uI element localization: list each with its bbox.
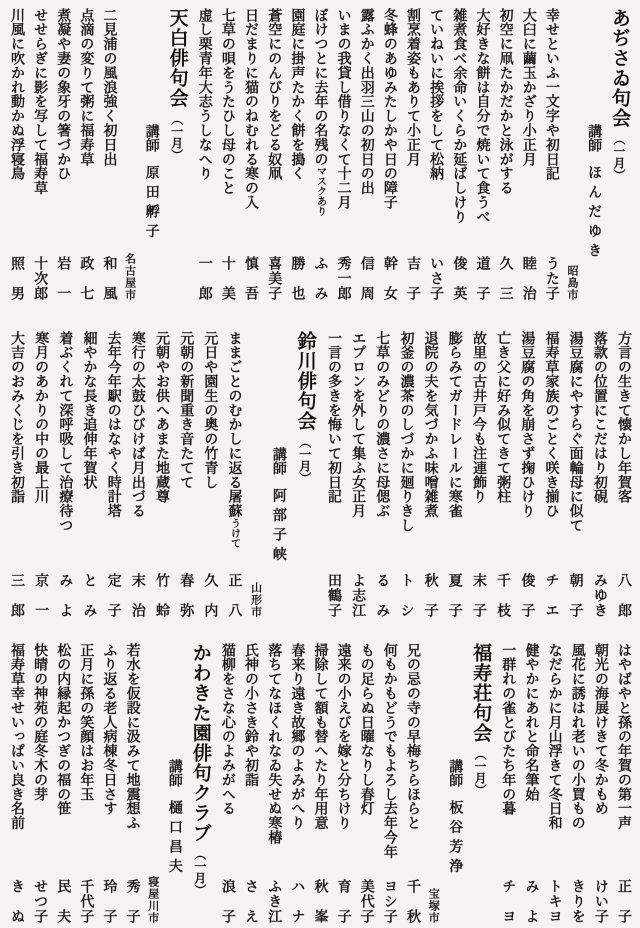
haiku-column [402,8,421,301]
author-name: せつ子 [32,879,48,924]
lecturer-label: 講師 [447,759,463,787]
section-city-column [564,8,579,302]
author-name: る み [374,573,390,618]
haiku-column [6,643,25,924]
author-name: 浪 子 [219,879,235,924]
haiku-text: 大吉のおみくじを引き初詣 [9,331,24,504]
haiku-text: 川風に吹かれ動かぬ浮寝鳥 [8,8,24,181]
haiku-text: はやばやと孫の年賀の第一声 [616,643,631,831]
section-month: （一月） [612,133,626,181]
haiku-column [589,331,608,618]
haiku-text: ぼけつとに去年の名残のマスクあり [312,8,328,217]
haiku-text: 七草のみどりの濃さに母偲ぶ [374,331,390,519]
author-name: 正 子 [616,879,631,924]
haiku-column [468,331,487,618]
haiku-column [75,643,94,924]
section-title: 天白俳句会 [166,8,188,108]
section-month: （一月） [297,436,312,484]
section-title: あぢさゐ句会 [609,8,630,128]
author-name: 秋 峯 [312,879,328,924]
section-month: （一月） [473,748,488,796]
section-city: 寝屋川市 [146,876,159,924]
author-name: 吉 子 [405,256,421,301]
haiku-column [217,8,236,301]
haiku-text: 幸せといふ一文字や初日記 [543,8,559,181]
haiku-text: 日だまりに猫のねむれる寒の入 [243,8,259,210]
haiku-column [217,643,236,924]
column-band-middle [6,331,632,618]
haiku-column [6,8,25,301]
haiku-column [613,331,632,618]
haiku-column [127,331,146,618]
author-name: 和 風 [101,256,117,301]
section-lecturer-column [444,643,463,924]
haiku-column [472,8,491,301]
author-name: 正 八 [226,573,242,618]
author-name: 勝 也 [289,256,305,301]
haiku-text: ままごとのむかしに返る屠蘇うけて [226,331,242,549]
haiku-column [495,8,514,301]
author-name: 田鶴子 [325,573,341,618]
section-city-column [122,8,137,302]
author-name: 秋 子 [422,573,438,618]
haiku-text: 松の内縁起かつぎの福の笹 [55,643,71,816]
section-lecturer-column [164,643,183,924]
author-name: チ ヨ [500,879,516,924]
haiku-column [263,643,282,924]
haiku-text: 虚し栗青年大志うしなへり [196,8,212,181]
author-name: 民 夫 [55,879,71,924]
haiku-text: 去年今年駅のはなやく時計塔 [105,331,121,519]
haiku-text: 方言の生きて懐かし年賀客 [616,331,631,504]
haiku-text: 福寿草幸せいっぱい良き名前 [8,643,24,831]
author-name: ハ ナ [289,879,305,924]
author-name: 睦 治 [520,256,536,301]
haiku-text: 春来り遠き故郷のよみがへり [289,643,305,831]
author-name: ヨシ子 [381,879,397,924]
haiku-text: ていねいに挨拶をして松納 [428,8,444,181]
haiku-column [613,643,632,924]
haiku-column [444,331,463,618]
haiku-text: ふり返る老人病棟冬日さす [101,643,117,816]
author-name: 道 子 [474,256,490,301]
lecturer-label: 講師 [270,447,286,475]
section-month: （一月） [192,848,207,896]
haiku-column [521,643,540,924]
lecturer-label: 講師 [166,759,182,787]
haiku-column [379,8,398,301]
haiku-text: 初釜の濃茶のしづかに廻りきし [398,331,414,533]
author-name: 末 治 [129,573,145,618]
author-name: 照 男 [8,256,24,301]
section-lecturer-column [141,8,160,301]
author-name: ト シ [398,573,414,618]
column-band-bottom [6,643,632,924]
haiku-text: 七草の唄をうたひし母のこと [219,8,235,196]
author-name: 美代子 [358,879,374,924]
lecturer-name: 原田孵子 [143,165,159,244]
haiku-column [52,643,71,924]
author-name: 夏 子 [446,573,462,618]
author-name: 俊 子 [519,573,535,618]
author-name: 一 郎 [196,256,212,301]
haiku-column [396,331,415,618]
author-name: み よ [523,879,539,924]
haiku-column [99,8,118,301]
haiku-text: 快晴の神苑の庭冬木の芽 [32,643,48,802]
haiku-column [29,8,48,301]
haiku-column [497,643,516,924]
haiku-column [30,331,49,618]
author-name: 千 秋 [405,879,421,924]
haiku-text: 若水を仮設に汲みて地震想ふ [124,643,140,831]
haiku-column [541,8,560,301]
lecturer-name: 板谷芳浄 [447,800,463,879]
author-name: 千代子 [78,879,94,924]
author-name: さ え [243,879,259,924]
haiku-column [371,331,390,618]
author-name: チ エ [543,573,559,618]
haiku-text: 煮凝や妻の象牙の箸づかひ [55,8,71,181]
haiku-column [379,643,398,924]
haiku-text: 初空に凧たかだかと泳がする [497,8,513,196]
author-name: 久 三 [497,256,513,301]
haiku-text-small: マスクあり [314,166,326,217]
haiku-column [420,331,439,618]
section-city: 名古屋市 [123,253,136,301]
haiku-text: 露ふかく出羽三山の初日の出 [358,8,374,196]
haiku-text: 退院の夫を気づかふ味噌雑煮 [422,331,438,519]
haiku-text: 遠来の小えびを嫁と分ちけり [335,643,351,831]
haiku-text: 朝光の海展けきて冬かもめ [592,643,608,816]
haiku-column [199,331,218,618]
haiku-column [175,331,194,618]
haiku-text: 湯豆腐の角を崩さず掬ひけり [519,331,535,519]
haiku-column [99,643,118,924]
author-name: ふ み [312,256,328,301]
haiku-column [425,8,444,301]
haiku-column [541,331,560,618]
author-name: 十次郎 [32,256,48,301]
author-name: ふき江 [266,879,282,924]
haiku-column [544,643,563,924]
author-name: きりを [569,879,585,924]
haiku-text: 着ぶくれて深呼吸して治療待つ [57,331,73,533]
haiku-column [310,643,329,924]
section-city-column [425,643,440,925]
haiku-text: いまの我貸し借りなくて十二月 [335,8,351,210]
author-name: 信 周 [358,256,374,301]
haiku-column [310,8,329,301]
haiku-text: 二見浦の風浪強く初日出 [101,8,117,167]
haiku-text: 元朝の新聞重き音たてて [178,331,194,490]
haiku-column [492,331,511,618]
haiku-text: エプロンを外して集ふ女正月 [350,331,366,519]
author-name: 千 枝 [495,573,511,618]
haiku-text: 風花に誘はれ老いの小買もの [569,643,585,831]
author-name: いさ子 [428,256,444,301]
haiku-column [590,643,609,924]
haiku-column [565,331,584,618]
section-title-column [292,331,318,618]
haiku-text: 一群れの雀とびたち年の暮 [500,643,516,816]
haiku-column [240,8,259,301]
section-city: 昭島市 [565,265,578,301]
haiku-column [79,331,98,618]
haiku-text: 点滴の変りて粥に福寿草 [78,8,94,167]
haiku-column [333,643,352,924]
author-name: 久 内 [202,573,218,618]
author-name: 十 美 [219,256,235,301]
section-city-column [248,331,263,619]
haiku-column [122,643,141,924]
author-name: 京 一 [33,573,49,618]
haiku-column [75,8,94,301]
haiku-text: 健やかにあれと命名筆始 [523,643,539,802]
haiku-column [516,331,535,618]
haiku-text: 細やかな長き追伸年賀状 [81,331,97,490]
haiku-text: 故里の古井戸今も注連飾り [470,331,486,504]
haiku-text: 正月に孫の笑顔はお年玉 [78,643,94,802]
haiku-column [29,643,48,924]
haiku-column [240,643,259,924]
haiku-column [448,8,467,301]
author-name: 朝 子 [567,573,583,618]
author-name: き ぬ [8,879,24,924]
section-title-column [606,8,632,301]
haiku-text: 落ちてなほくれなゐ失せぬ寒椿 [266,643,282,845]
haiku-text: 湯豆腐にやすらぐ面輪母に似て [567,331,583,533]
author-name: 春 弥 [178,573,194,618]
author-name: みゆき [591,573,607,618]
author-name: 幹 女 [381,256,397,301]
haiku-column [286,8,305,301]
section-title-column [164,8,190,301]
haiku-text: 冬蜂のあゆみたしかや日の障子 [381,8,397,210]
author-name: 岩 一 [55,256,71,301]
haiku-column [323,331,342,618]
haiku-text: 元朝やお供へあまた地蔵尊 [154,331,170,504]
haiku-text: 割烹着姿もありて小正月 [405,8,421,167]
author-name: 政 七 [78,256,94,301]
author-name: 喜美子 [266,256,282,301]
haiku-column [286,643,305,924]
haiku-text: 落款の位置にこだはり初硯 [591,331,607,504]
haiku-text: 園庭に掛声たかく餅を搗く [289,8,305,181]
haiku-text: 福寿草家族のごとく咲き揃ひ [543,331,559,519]
haiku-column [356,8,375,301]
haiku-column [151,331,170,618]
lecturer-label: 講師 [586,124,602,152]
haiku-text: もの足らぬ日曜なりし春灯 [358,643,374,816]
haiku-text: 一言の多きを悔いて初日記 [325,331,341,504]
haiku-column [6,331,25,618]
haiku-text: 雑煮食べ余命いくらか延ばしけり [451,8,467,224]
lecturer-label: 講師 [143,124,159,152]
haiku-text: 猫柳をさな心のよみがへる [219,643,235,816]
haiku-column [54,331,73,618]
section-city: 宝塚市 [427,888,440,924]
haiku-text: 寒行の太鼓ひびけば月出づる [129,331,145,519]
haiku-text: 元日や園生の奥の竹青し [202,331,218,490]
section-month: （一月） [169,113,184,161]
author-name: と み [81,573,97,618]
section-title: 福寿荘句会 [470,643,492,743]
haiku-text: せせらぎに影を写して福寿草 [32,8,48,196]
author-name: み よ [57,573,73,618]
author-name: 三 郎 [9,573,24,618]
author-name: 慎 吾 [243,256,259,301]
column-band-top [6,8,632,301]
haiku-text: 兄の忌の寺の早梅ちらほらと [405,643,421,831]
section-title: 鈴川俳句会 [294,331,316,431]
section-title-column [187,643,213,924]
haiku-text: 寒月のあかりの中の最上川 [33,331,49,504]
haiku-column [402,643,421,924]
haiku-text: 氏神の小さき鈴や初詣 [243,643,259,787]
section-city-column [145,643,160,925]
author-name: 玲 子 [101,879,117,924]
haiku-text: 大臼に繭玉かざり小正月 [520,8,536,167]
author-name: 秀 子 [124,879,140,924]
haiku-column [356,643,375,924]
author-name: 定 子 [105,573,121,618]
haiku-text: 蒼空にのんびりをどる奴凧 [266,8,282,181]
haiku-column [347,331,366,618]
author-name: 俊 英 [451,256,467,301]
haiku-text-small: うけて [228,518,240,549]
author-name: 育 子 [335,879,351,924]
haiku-text: 掃除して額も替へたり年用意 [312,643,328,831]
haiku-text: 何もかもどうでもよろし去年今年 [381,643,397,859]
haiku-column [567,643,586,924]
author-name: うた子 [543,256,559,301]
haiku-column [224,331,243,618]
section-title: かわきた園俳句クラブ [189,643,211,843]
haiku-text: なだらかに月山浮きて冬日和 [546,643,562,831]
haiku-column [518,8,537,301]
section-lecturer-column [268,331,287,618]
haiku-text: 膨らみてガードレールに寒雀 [446,331,462,519]
section-city: 山形市 [249,582,262,618]
haiku-column [52,8,71,301]
lecturer-name: 阿部子峡 [270,488,286,567]
lecturer-name: 樋口昌夫 [166,800,182,879]
author-name: 八 郎 [616,573,631,618]
author-name: 秀一郎 [335,256,351,301]
author-name: よ志江 [350,573,366,618]
lecturer-name: ほんだゆき [586,165,602,263]
haiku-column [103,331,122,618]
author-name: トキヨ [546,879,562,924]
author-name: 竹 蛉 [154,573,170,618]
section-lecturer-column [583,8,602,301]
author-name: 末 子 [470,573,486,618]
section-title-column [468,643,494,924]
haiku-column [194,8,213,301]
author-name: けい子 [592,879,608,924]
haiku-text: 亡き父に好み似てきて粥柱 [495,331,511,504]
haiku-column [263,8,282,301]
haiku-text: 大好きな餅は自分で焼いて食うべ [474,8,490,224]
haiku-column [333,8,352,301]
